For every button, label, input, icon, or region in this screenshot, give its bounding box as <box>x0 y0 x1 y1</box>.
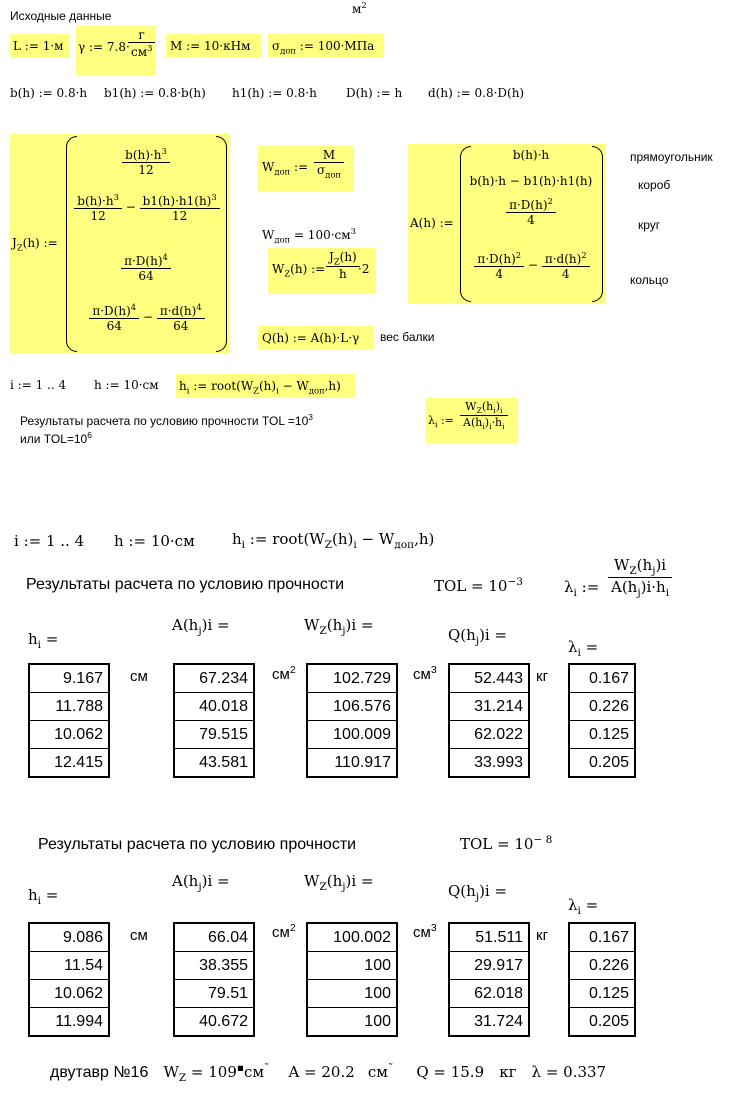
allowable-modulus-value: $W_{доп} = 100\cdot см^3$ <box>262 226 356 245</box>
table-row <box>307 923 397 952</box>
col-header-area-2: $A(h_j)i$ = <box>172 872 230 893</box>
table-cell: 0.205 <box>569 749 635 778</box>
table-row <box>449 1008 529 1037</box>
col-header-weight-2: $Q(h_j)i$ = <box>448 882 508 903</box>
table-cell: 100 <box>307 980 397 1008</box>
results-title-2: Результаты расчета по условию прочности <box>38 836 357 853</box>
def-h1[interactable]: h1(h) := 0.8·h <box>232 86 317 100</box>
table-cell: 100.009 <box>307 721 397 749</box>
table-row <box>307 664 397 693</box>
table-cell: 51.511 <box>449 923 529 952</box>
table-cell: 29.917 <box>449 952 529 980</box>
table-cell: 62.022 <box>449 721 529 749</box>
shape-label-circle: круг <box>638 218 661 232</box>
range-definition[interactable]: i := 1 .. 4 <box>10 378 67 392</box>
table-cell: 31.214 <box>449 693 529 721</box>
moment-input[interactable]: M := 10·кНм <box>166 34 262 58</box>
table-cell: 40.018 <box>174 693 254 721</box>
weight-definition[interactable]: Q(h) := A(h)·L·γ <box>258 326 374 350</box>
table-row <box>307 1008 397 1037</box>
results-title-1: Результаты расчета по условию прочности <box>26 576 345 593</box>
stray-unit: $м^2$ <box>352 0 367 16</box>
col-header-h-2: $h_i$ = <box>28 886 59 907</box>
tolerance-2: TOL = $10^{- 8}$ <box>460 834 553 853</box>
table-row <box>569 1008 635 1037</box>
table-row <box>29 664 109 693</box>
unit-area-1: $см^2$ <box>272 664 296 683</box>
unit-weight-2: кг <box>536 927 549 944</box>
area-row-box: b(h)·h − b1(h)·h1(h) <box>469 174 593 188</box>
table-cell: 100.002 <box>307 923 397 952</box>
table-row <box>449 721 529 749</box>
table-row <box>174 721 254 749</box>
slenderness-definition[interactable]: $\lambda_i$ := $\frac{W_Z(h_i)_i}{A(h_i)_i\cdot h_i}$ <box>426 398 518 444</box>
jz-label: $J_Z(h)$ := <box>12 236 58 253</box>
unit-modulus-1: $см^3$ <box>413 664 437 683</box>
table-row <box>307 749 397 778</box>
shape-label-box: короб <box>638 178 671 192</box>
def-b[interactable]: b(h) := 0.8·h <box>10 86 88 100</box>
table-row <box>29 749 109 778</box>
col-header-area: $A(h_j)i$ = <box>172 616 230 637</box>
table-row <box>307 980 397 1008</box>
table-row <box>569 693 635 721</box>
table-cell: 43.581 <box>174 749 254 778</box>
table-row <box>29 693 109 721</box>
table-row <box>449 693 529 721</box>
allowable-modulus-definition[interactable]: $W_{доп}$ := M $\sigma_{доп}$ <box>258 146 354 192</box>
table-cell: 66.04 <box>174 923 254 952</box>
table-row <box>29 721 109 749</box>
table-cell: 0.226 <box>569 952 635 980</box>
area-definition[interactable] <box>408 144 606 304</box>
table-row <box>307 693 397 721</box>
table-row <box>569 952 635 980</box>
table-row <box>29 952 109 980</box>
result-table-h-1 <box>28 663 110 778</box>
result-table-modulus-1 <box>306 663 398 778</box>
area-row-circle: $\frac{\pi\cdot D(h)^2}{4}$ <box>466 196 596 227</box>
table-cell: 100 <box>307 952 397 980</box>
table-row <box>569 980 635 1008</box>
result-table-weight-2 <box>448 922 530 1037</box>
col-header-modulus-2: $W_Z(h_j)i$ = <box>304 872 374 893</box>
initial-guess[interactable]: h := 10·см <box>94 378 159 392</box>
result-table-weight-1 <box>448 663 530 778</box>
ibeam-weight-unit: кг <box>499 1063 517 1081</box>
table-cell: 33.993 <box>449 749 529 778</box>
range-definition-large[interactable]: i := 1 .. 4 <box>14 532 85 550</box>
result-table-area-1 <box>173 663 255 778</box>
table-row <box>174 980 254 1008</box>
shape-label-rectangle: прямоугольник <box>630 150 713 164</box>
col-header-weight: $Q(h_j)i$ = <box>448 626 508 647</box>
table-cell: 102.729 <box>307 664 397 693</box>
unit-area-2: $см^2$ <box>272 922 296 941</box>
table-row <box>569 923 635 952</box>
shape-label-ring: кольцо <box>630 273 669 287</box>
table-cell: 9.086 <box>29 923 109 952</box>
result-table-lambda-1 <box>568 663 636 778</box>
area-row-rect: b(h)·h <box>512 148 550 162</box>
unit-h-1: см <box>130 668 148 685</box>
table-row <box>569 664 635 693</box>
table-cell: 100 <box>307 1008 397 1037</box>
table-row <box>29 923 109 952</box>
table-row <box>449 923 529 952</box>
unit-weight-1: кг <box>536 668 549 685</box>
section-title: Исходные данные <box>10 9 112 23</box>
inertia-moment-definition[interactable] <box>10 134 230 354</box>
ibeam-area: A = 20.2 <box>288 1063 355 1081</box>
table-row <box>29 1008 109 1037</box>
table-cell: 10.062 <box>29 980 109 1008</box>
table-cell: 0.125 <box>569 721 635 749</box>
col-header-modulus: $W_Z(h_j)i$ = <box>304 616 374 637</box>
table-cell: 67.234 <box>174 664 254 693</box>
table-cell: 0.226 <box>569 693 635 721</box>
col-header-lambda: $\lambda_i$ = <box>568 638 599 659</box>
table-row <box>174 1008 254 1037</box>
slenderness-definition-large[interactable]: $\lambda_i$ := $\frac{W_Z(h_j)i}{A(h_j)i\cdot h_i}$ <box>564 556 704 616</box>
result-table-lambda-2 <box>568 922 636 1037</box>
ibeam-label: двутавр №16 <box>50 1064 149 1081</box>
unit-h-2: см <box>130 927 148 944</box>
def-D[interactable]: D(h) := h <box>346 86 403 100</box>
ibeam-modulus: $W_Z = 109^▪см^˜$ <box>163 1062 270 1084</box>
allowable-stress-input[interactable]: $\sigma_{доп}$ := 100·МПа <box>268 34 384 58</box>
result-table-modulus-2 <box>306 922 398 1037</box>
table-row <box>449 980 529 1008</box>
results-note-line2: или $TOL=10^6$ <box>20 430 92 446</box>
table-cell: 52.443 <box>449 664 529 693</box>
table-row <box>174 664 254 693</box>
def-d[interactable]: d(h) := 0.8·D(h) <box>428 86 525 100</box>
jz-row-ring: $\frac{\pi\cdot D(h)^4}{64}$ − $\frac{\pi\cdot d(h)^4}{64}$ <box>72 302 222 333</box>
table-cell: 40.672 <box>174 1008 254 1037</box>
unit-modulus-2: $см^3$ <box>413 922 437 941</box>
table-row <box>449 749 529 778</box>
table-row <box>307 952 397 980</box>
density-input[interactable]: γ := 7.8· г $см^3$ <box>76 26 156 76</box>
initial-guess-large[interactable]: h := 10·см <box>114 532 195 550</box>
table-cell: 79.515 <box>174 721 254 749</box>
table-row <box>449 664 529 693</box>
table-cell: 0.125 <box>569 980 635 1008</box>
root-solver[interactable]: $h_i$ := $root(W_Z(h)_i - W_{доп},h)$ <box>176 374 355 398</box>
result-table-area-2 <box>173 922 255 1037</box>
area-label: A(h) := <box>410 216 454 230</box>
table-cell: 0.167 <box>569 664 635 693</box>
jz-row-box: $\frac{b(h)\cdot h^3}{12}$ − $\frac{b1(h)\cdot h1(h)^3}{12}$ <box>72 192 222 223</box>
jz-row-rect: $\frac{b(h)\cdot h^3}{12}$ <box>76 146 216 177</box>
table-cell: 11.54 <box>29 952 109 980</box>
table-row <box>569 721 635 749</box>
length-input[interactable]: L := 1·м <box>10 34 70 58</box>
table-cell: 62.018 <box>449 980 529 1008</box>
results-note-line1: Результаты расчета по условию прочности TOL $=10^3$ <box>20 412 313 428</box>
table-cell: 11.788 <box>29 693 109 721</box>
table-cell: 79.51 <box>174 980 254 1008</box>
result-table-h-2 <box>28 922 110 1037</box>
table-cell: 110.917 <box>307 749 397 778</box>
table-row <box>29 980 109 1008</box>
table-cell: 0.205 <box>569 1008 635 1037</box>
table-row <box>174 693 254 721</box>
table-cell: 10.062 <box>29 721 109 749</box>
col-header-h: $h_i$ = <box>28 630 59 651</box>
table-cell: 31.724 <box>449 1008 529 1037</box>
table-cell: 9.167 <box>29 664 109 693</box>
table-row <box>569 749 635 778</box>
table-cell: 38.355 <box>174 952 254 980</box>
root-solver-large[interactable]: $h_i$ := $root(W_Z(h)_i - W_{доп},h)$ <box>232 530 435 551</box>
area-row-ring: $\frac{\pi\cdot D(h)^2}{4}$ − $\frac{\pi\cdot d(h)^2}{4}$ <box>464 250 600 281</box>
ibeam-area-unit: см˜ <box>367 1062 394 1081</box>
table-cell: 11.994 <box>29 1008 109 1037</box>
table-row <box>449 952 529 980</box>
col-header-lambda-2: $\lambda_i$ = <box>568 896 599 917</box>
ibeam-slenderness: λ = 0.337 <box>531 1063 607 1081</box>
ibeam-weight: Q = 15.9 <box>416 1063 485 1081</box>
tolerance-1: TOL = $10^{-3}$ <box>434 576 523 595</box>
table-cell: 0.167 <box>569 923 635 952</box>
jz-row-circle: $\frac{\pi\cdot D(h)^4}{64}$ <box>76 252 216 283</box>
def-b1[interactable]: b1(h) := 0.8·b(h) <box>104 86 206 100</box>
section-modulus-definition[interactable]: $W_Z(h)$ := $\frac{J_Z(h)}{h}$ ·2 <box>268 248 376 294</box>
weight-label: вес балки <box>380 330 435 344</box>
table-cell: 12.415 <box>29 749 109 778</box>
ibeam-summary <box>50 1062 606 1084</box>
table-row <box>307 721 397 749</box>
table-row <box>174 923 254 952</box>
table-cell: 106.576 <box>307 693 397 721</box>
table-row <box>174 749 254 778</box>
table-row <box>174 952 254 980</box>
